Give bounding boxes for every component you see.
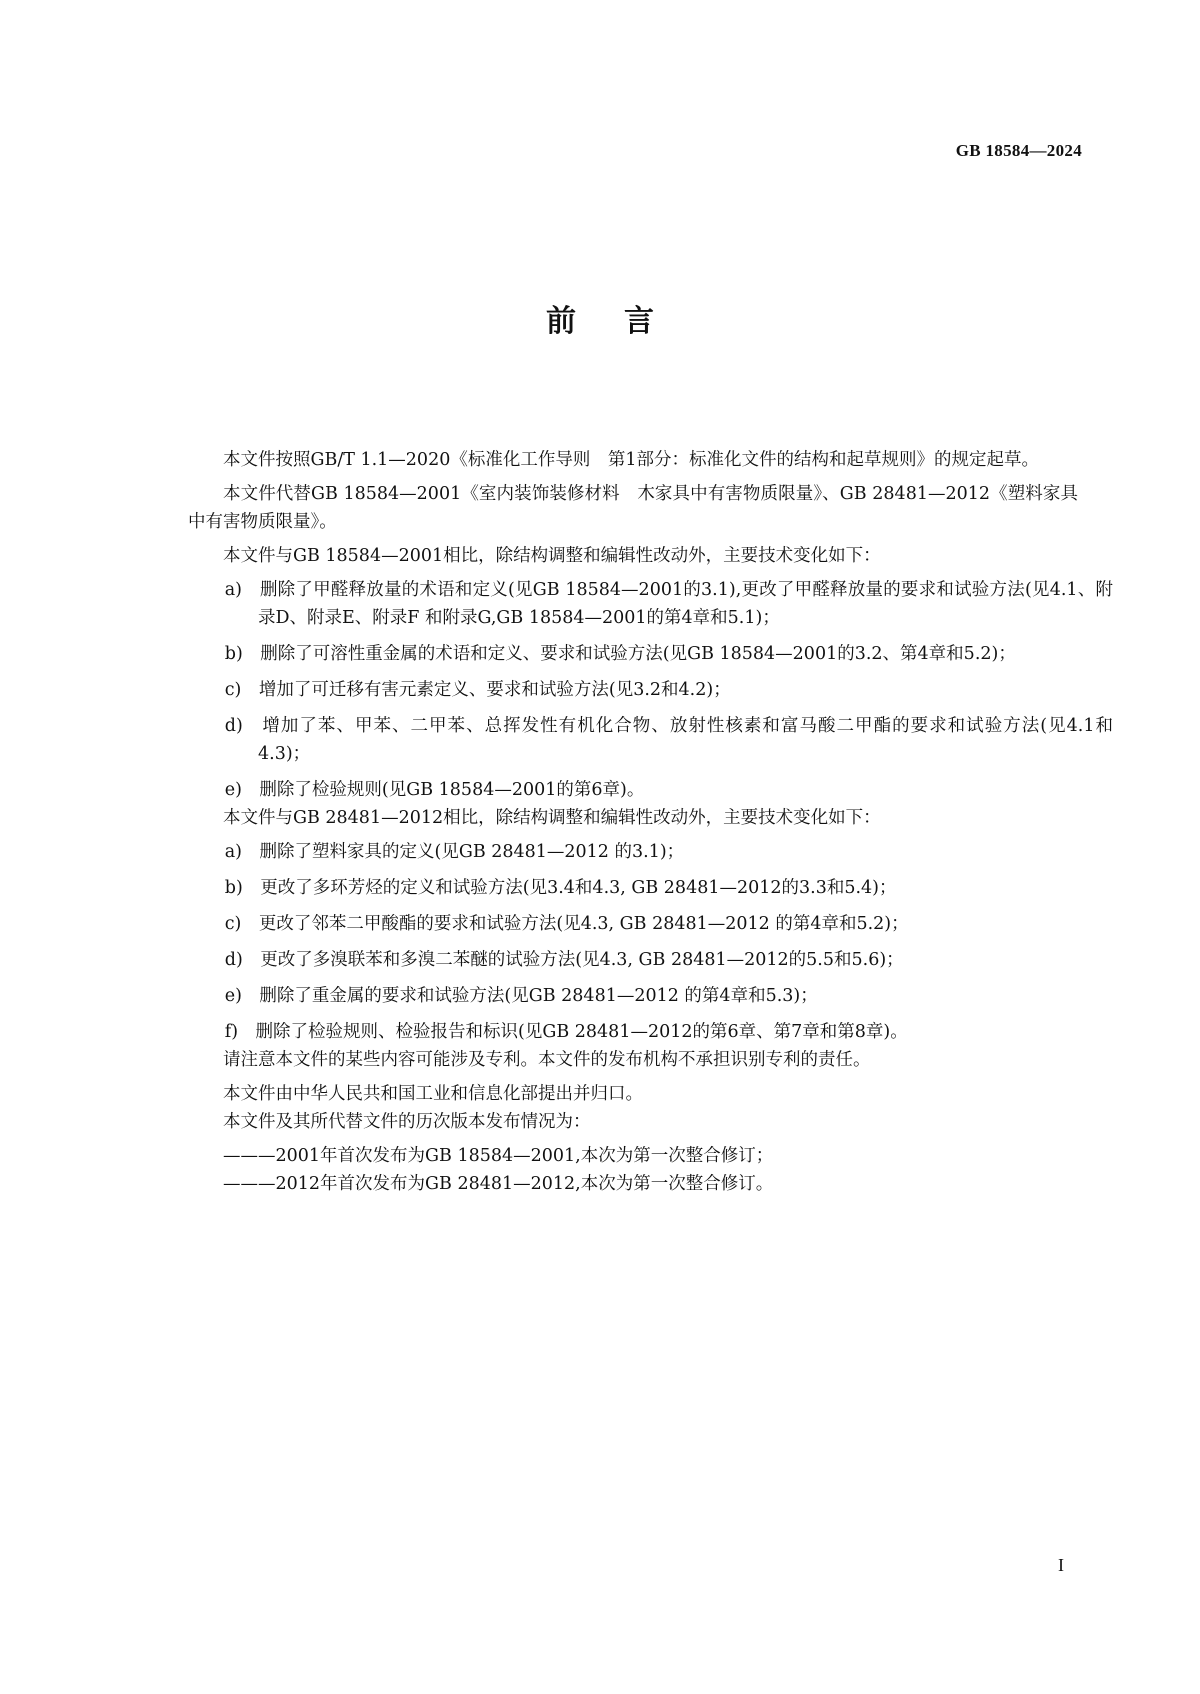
list-item: f) 删除了检验规则、检验报告和标识(见GB 28481—2012的第6章、第7章和第8章)。 bbox=[224, 1022, 908, 1042]
paragraph-patent-notice: 请注意本文件的某些内容可能涉及专利。本文件的发布机构不承担识别专利的责任。 bbox=[223, 1050, 871, 1070]
document-body bbox=[188, 446, 1113, 1198]
page-title: 前言 bbox=[546, 304, 702, 339]
version-history bbox=[188, 1142, 1078, 1198]
list-item: e) 删除了检验规则(见GB 18584—2001的第6章)。 bbox=[224, 780, 645, 800]
paragraph-drafting-rules: 本文件按照GB/T 1.1—2020《标准化工作导则 第1部分：标准化文件的结构和起草规则》的规定起草。 bbox=[223, 450, 1039, 470]
changes-2012-list bbox=[188, 838, 1078, 1046]
page-number: I bbox=[1058, 1555, 1064, 1575]
list-item: b) 更改了多环芳烃的定义和试验方法(见3.4和4.3, GB 28481—2012的3.3和5.4)； bbox=[224, 878, 897, 898]
list-item: c) 增加了可迁移有害元素定义、要求和试验方法(见3.2和4.2)； bbox=[224, 680, 731, 700]
paragraph-history-intro: 本文件及其所代替文件的历次版本发布情况为： bbox=[223, 1112, 591, 1132]
list-item: d) 增加了苯、甲苯、二甲苯、总挥发性有机化合物、放射性核素和富马酸二甲酯的要求和试验方法(见4.1和4.3)； bbox=[224, 716, 1113, 764]
standard-code: GB 18584—2024 bbox=[955, 141, 1082, 160]
list-item: a) 删除了甲醛释放量的术语和定义(见GB 18584—2001的3.1),更改了甲醛释放量的要求和试验方法(见4.1、附录D、附录E、附录F 和附录G,GB 18584—2001的第4章和5.1)； bbox=[224, 580, 1113, 628]
history-item: ———2001年首次发布为GB 18584—2001,本次为第一次整合修订； bbox=[223, 1146, 774, 1166]
list-item: d) 更改了多溴联苯和多溴二苯醚的试验方法(见4.3, GB 28481—2012的5.5和5.6)； bbox=[224, 950, 904, 970]
list-item: e) 删除了重金属的要求和试验方法(见GB 28481—2012 的第4章和5.3)； bbox=[224, 986, 818, 1006]
list-item: c) 更改了邻苯二甲酸酯的要求和试验方法(见4.3, GB 28481—2012 的第4章和5.2)； bbox=[224, 914, 909, 934]
history-item: ———2012年首次发布为GB 28481—2012,本次为第一次整合修订。 bbox=[223, 1174, 774, 1194]
list-item: a) 删除了塑料家具的定义(见GB 28481—2012 的3.1)； bbox=[224, 842, 685, 862]
list-item: b) 删除了可溶性重金属的术语和定义、要求和试验方法(见GB 18584—2001的3.2、第4章和5.2)； bbox=[224, 644, 1016, 664]
paragraph-changes-2001-intro: 本文件与GB 18584—2001相比，除结构调整和编辑性改动外，主要技术变化如下： bbox=[223, 546, 881, 566]
paragraph-changes-2012-intro: 本文件与GB 28481—2012相比，除结构调整和编辑性改动外，主要技术变化如下： bbox=[223, 808, 881, 828]
changes-2001-list bbox=[188, 576, 1113, 804]
paragraph-proposer: 本文件由中华人民共和国工业和信息化部提出并归口。 bbox=[223, 1084, 643, 1104]
paragraph-replaces: 本文件代替GB 18584—2001《室内装饰装修材料 木家具中有害物质限量》、GB 28481—2012《塑料家具中有害物质限量》。 bbox=[188, 484, 1078, 532]
